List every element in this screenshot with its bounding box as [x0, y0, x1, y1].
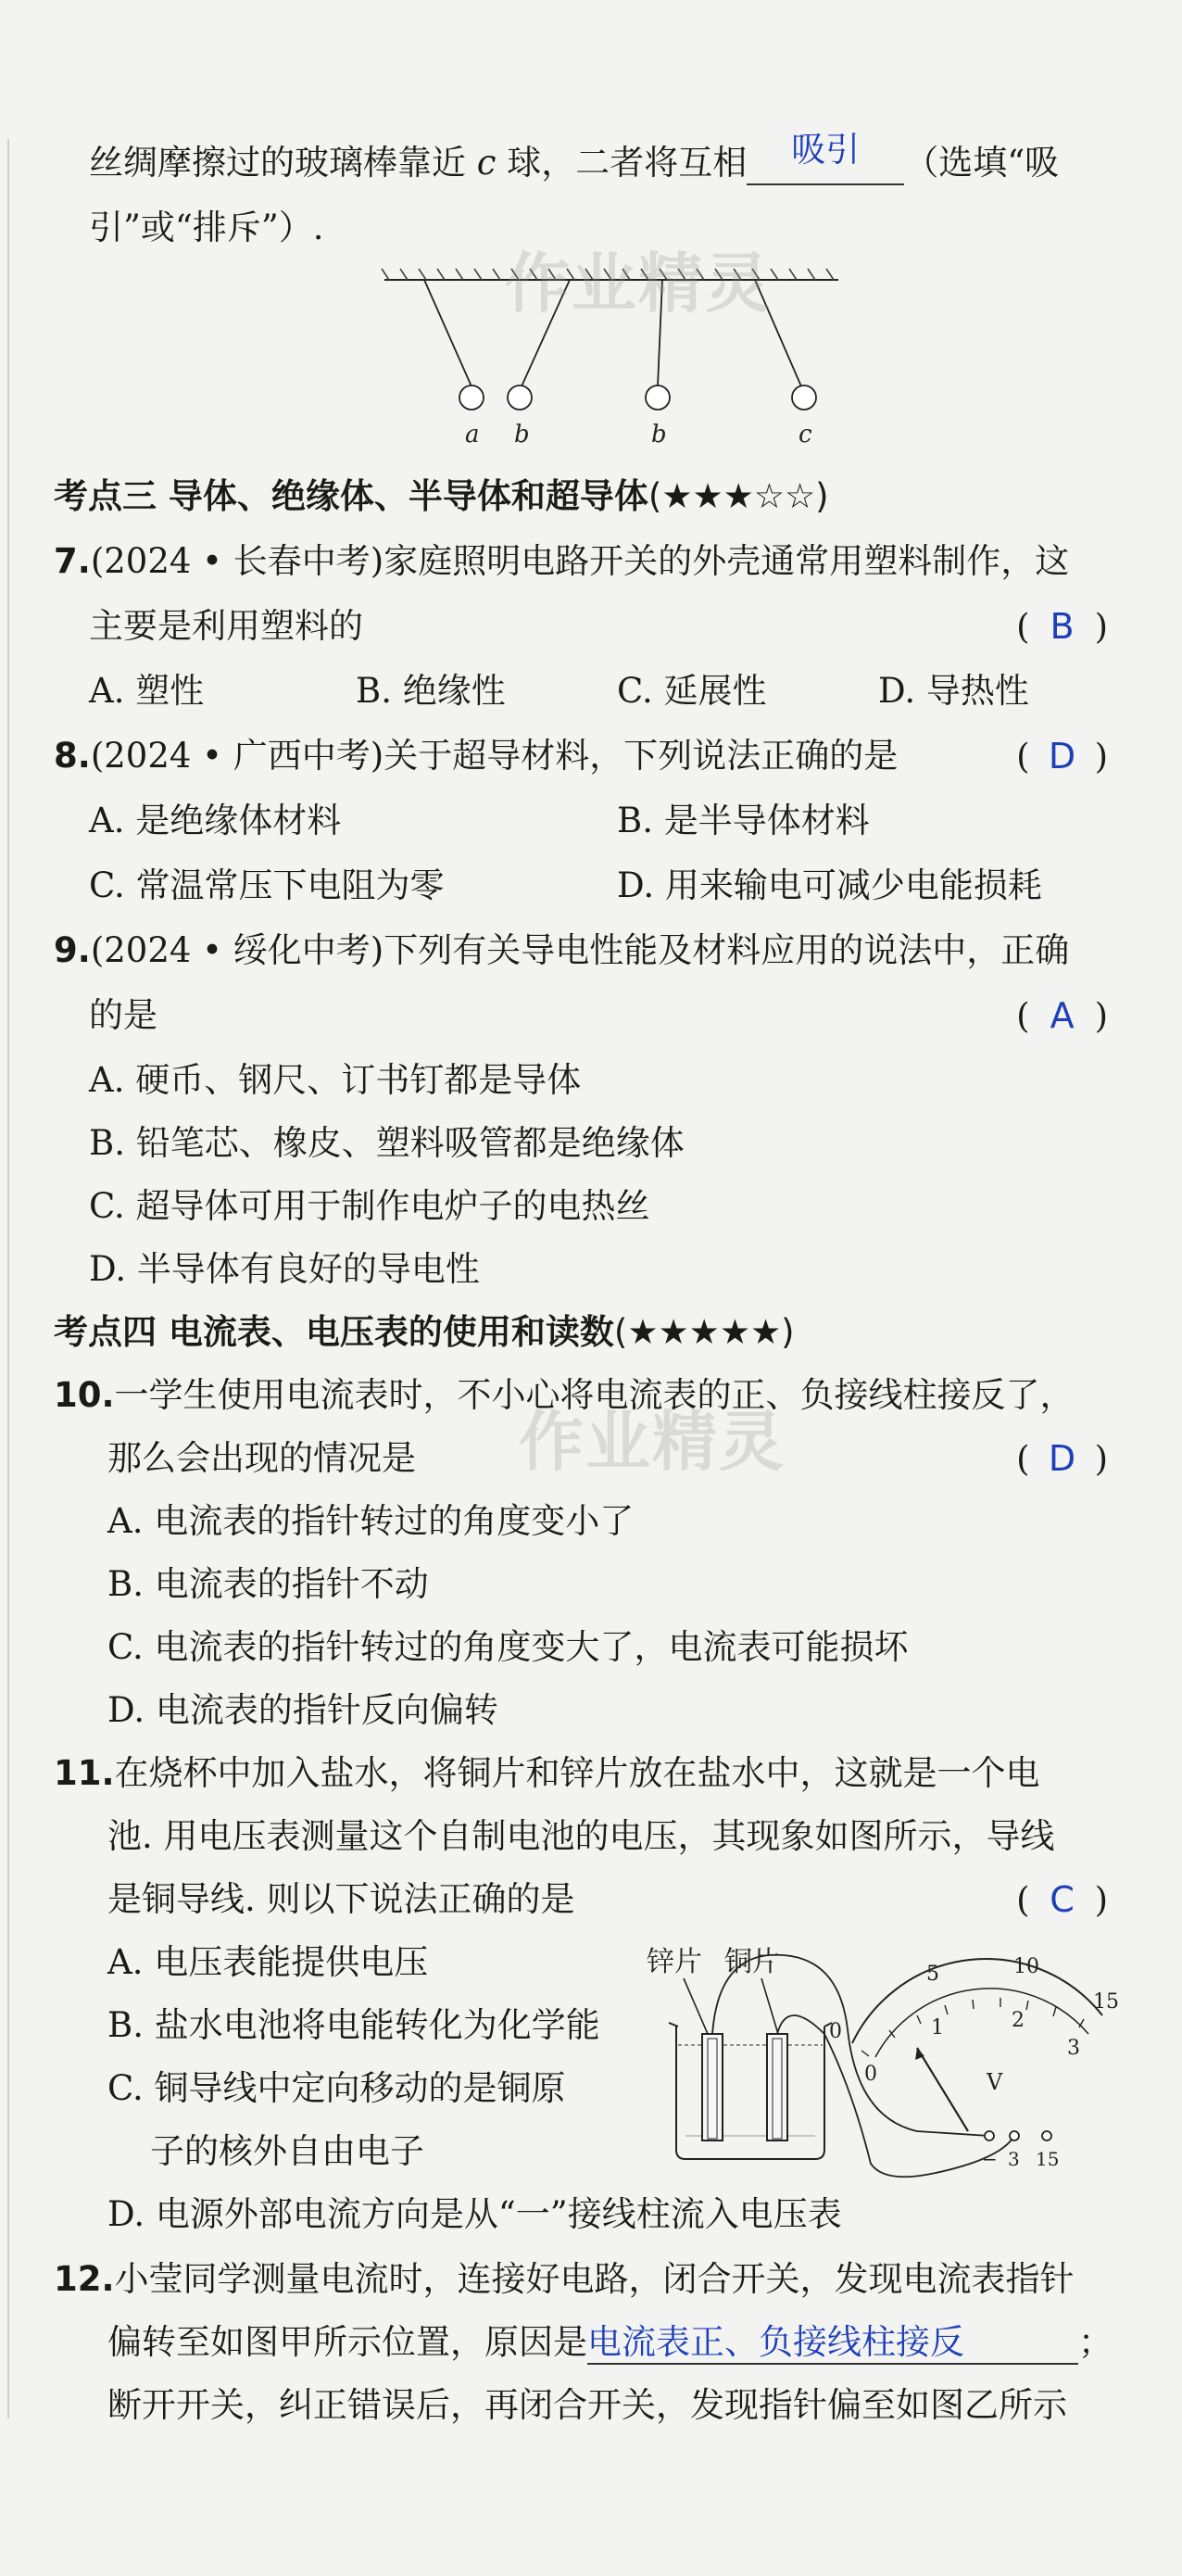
q10-line-2: 那么会出现的情况是	[107, 1438, 416, 1478]
q8-option-c: C. 常温常压下电阻为零	[89, 865, 445, 905]
voltmeter-unit-label: V	[987, 2069, 1003, 2095]
q9-line-1: 9.(2024 • 绥化中考)下列有关导电性能及材料应用的说法中，正确	[54, 930, 1070, 970]
q6-answer-blank	[747, 130, 904, 185]
ball-label-b2: b	[651, 421, 667, 448]
q10-option-b: B. 电流表的指针不动	[107, 1564, 429, 1604]
q10-line-1: 10.一学生使用电流表时，不小心将电流表的正、负接线柱接反了，	[54, 1375, 1075, 1415]
q6-line-2: 引”或“排斥”）.	[89, 208, 324, 247]
q6-line-1: 丝绸摩擦过的玻璃棒靠近 c 球，二者将互相 吸引 （选填“吸	[89, 139, 1059, 187]
q9-option-a: A. 硬币、钢尺、订书钉都是导体	[89, 1060, 582, 1100]
scale-outer-10: 10	[1013, 1955, 1039, 1978]
q10-option-c: C. 电流表的指针转过的角度变大了，电流表可能损坏	[107, 1627, 909, 1667]
watermark: 作业精灵	[505, 246, 772, 322]
q9-option-b: B. 铅笔芯、橡皮、塑料吸管都是绝缘体	[89, 1123, 685, 1163]
section-3-heading: 考点三 导体、绝缘体、半导体和超导体(★★★☆☆)	[54, 476, 829, 516]
q7-option-a: A. 塑性	[89, 671, 205, 711]
scale-outer-0: 0	[829, 2020, 842, 2043]
q8-answer: D	[1048, 736, 1076, 777]
section-4-heading: 考点四 电流表、电压表的使用和读数(★★★★★)	[54, 1312, 795, 1352]
scale-inner-0: 0	[864, 2063, 877, 2086]
q11-option-c-cont: 子的核外自由电子	[150, 2131, 424, 2171]
q7-answer-paren: ( B )	[1016, 602, 1108, 651]
terminal-3: 3	[1008, 2148, 1020, 2170]
ball-label-a: a	[465, 421, 480, 448]
ball-label-c: c	[798, 421, 812, 448]
terminal-15: 15	[1036, 2148, 1060, 2170]
q10-answer: D	[1048, 1438, 1076, 1479]
q12-answer-blank	[587, 2322, 1078, 2365]
q12-line-1: 12.小莹同学测量电流时，连接好电路，闭合开关，发现电流表指针	[54, 2259, 1075, 2299]
q11-option-a: A. 电压表能提供电压	[107, 1942, 429, 1982]
q9-option-d: D. 半导体有良好的导电性	[89, 1249, 480, 1289]
q12-line-3: 断开开关，纠正错误后，再闭合开关，发现指针偏至如图乙所示	[107, 2385, 1067, 2425]
scale-inner-3: 3	[1067, 2037, 1080, 2060]
q9-line-2: 的是	[89, 995, 157, 1035]
copper-plate-label: 铜片	[724, 1946, 780, 1978]
q9-answer: A	[1050, 995, 1075, 1036]
q9-option-c: C. 超导体可用于制作电炉子的电热丝	[89, 1186, 650, 1226]
q10-option-d: D. 电流表的指针反向偏转	[107, 1690, 498, 1730]
scale-inner-2: 2	[1012, 2009, 1025, 2032]
q7-line-2: 主要是利用塑料的	[89, 606, 363, 646]
q11-line-1: 11.在烧杯中加入盐水，将铜片和锌片放在盐水中，这就是一个电	[54, 1753, 1040, 1793]
q12-answer: 电流表正、负接线柱接反	[587, 2322, 964, 2362]
q10-answer-paren: ( D )	[1016, 1434, 1108, 1484]
terminal-negative: −	[982, 2148, 998, 2170]
q7-option-d: D. 导热性	[878, 671, 1029, 711]
q12-line-2: 偏转至如图甲所示位置，原因是电流表正、负接线柱接反 ；	[107, 2318, 1113, 2367]
q8-option-b: B. 是半导体材料	[617, 801, 870, 840]
q11-option-c: C. 铜导线中定向移动的是铜原	[107, 2068, 566, 2108]
q11-answer-paren: ( C )	[1016, 1875, 1108, 1925]
difficulty-stars: (★★★☆☆)	[648, 476, 829, 516]
q11-option-b: B. 盐水电池将电能转化为化学能	[107, 2005, 600, 2045]
q6-answer: 吸引	[791, 130, 861, 170]
q11-option-d: D. 电源外部电流方向是从“一”接线柱流入电压表	[107, 2194, 842, 2234]
q7-line-1: 7.(2024 • 长春中考)家庭照明电路开关的外壳通常用塑料制作，这	[54, 541, 1070, 581]
q8-option-d: D. 用来输电可减少电能损耗	[617, 865, 1042, 905]
q8-answer-paren: ( D )	[1016, 732, 1108, 781]
zinc-plate-label: 锌片	[647, 1946, 702, 1978]
q7-answer: B	[1050, 606, 1075, 647]
q8-option-a: A. 是绝缘体材料	[89, 801, 342, 840]
q8-line-1: 8.(2024 • 广西中考)关于超导材料，下列说法正确的是	[54, 736, 899, 776]
scale-outer-5: 5	[926, 1963, 939, 1986]
q7-option-c: C. 延展性	[617, 671, 767, 711]
margin-divider	[7, 139, 9, 2418]
q10-option-a: A. 电流表的指针转过的角度变小了	[107, 1501, 635, 1541]
q11-line-2: 池. 用电压表测量这个自制电池的电压，其现象如图所示，导线	[107, 1816, 1055, 1856]
watermark: 作业精灵	[519, 1404, 786, 1480]
scale-inner-1: 1	[931, 2016, 944, 2039]
q7-option-b: B. 绝缘性	[356, 671, 506, 711]
voltmeter-pointer	[917, 2048, 968, 2131]
scale-outer-15: 15	[1093, 1990, 1119, 2014]
q11-battery-voltmeter-figure	[639, 1941, 1130, 2187]
ball-label-b1: b	[514, 421, 530, 448]
q9-answer-paren: ( A )	[1016, 991, 1108, 1041]
q11-answer: C	[1050, 1879, 1075, 1920]
difficulty-stars: (★★★★★)	[613, 1312, 795, 1352]
q11-line-3: 是铜导线. 则以下说法正确的是	[107, 1879, 575, 1919]
